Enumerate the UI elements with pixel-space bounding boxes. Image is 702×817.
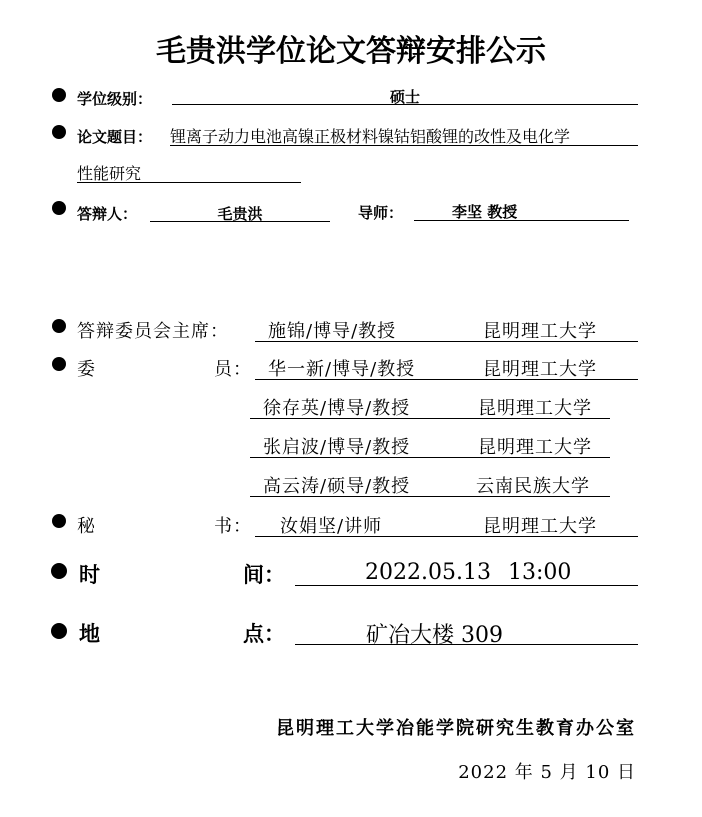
place-underline — [295, 644, 638, 645]
secretary-name: 汝娟坚/讲师 — [280, 516, 383, 537]
respondent-name: 毛贵洪 — [217, 205, 263, 223]
degree-label: 学位级别： — [77, 90, 153, 108]
member-name: 华一新/博导/教授 — [268, 359, 416, 380]
chair-label: 答辩委员会主席： — [77, 321, 229, 342]
member-org: 昆明理工大学 — [478, 398, 592, 419]
member-underline — [250, 418, 610, 419]
chair-underline — [255, 341, 638, 342]
page-title: 毛贵洪学位论文答辩安排公示 — [156, 34, 546, 69]
secretary-underline — [255, 536, 638, 537]
supervisor-name: 李坚 教授 — [452, 203, 518, 221]
footer-date: 2022 年 5 月 10 日 — [458, 762, 636, 783]
time-label-left: 时 — [79, 562, 100, 587]
thesis-title-line1: 锂离子动力电池高镍正极材料镍钴铝酸锂的改性及电化学 — [170, 127, 571, 146]
bullet-icon — [52, 357, 66, 371]
time-date: 2022.05.13 — [365, 560, 491, 585]
member-underline — [255, 379, 638, 380]
member-org: 云南民族大学 — [476, 476, 590, 497]
respondent-label: 答辩人： — [77, 205, 138, 223]
thesis-label: 论文题目： — [77, 128, 153, 146]
supervisor-label: 导师： — [358, 204, 404, 222]
place-label-left: 地 — [79, 621, 100, 646]
thesis-underline-2 — [77, 182, 301, 183]
footer-office: 昆明理工大学冶能学院研究生教育办公室 — [276, 718, 636, 739]
member-org: 昆明理工大学 — [478, 437, 592, 458]
member-name: 徐存英/博导/教授 — [263, 398, 411, 419]
supervisor-underline — [414, 220, 629, 221]
secretary-org: 昆明理工大学 — [483, 516, 597, 537]
bullet-icon — [52, 201, 66, 215]
time-underline — [295, 585, 638, 586]
thesis-title-line2: 性能研究 — [77, 164, 142, 183]
member-name: 高云涛/硕导/教授 — [263, 476, 411, 497]
degree-value: 硕士 — [389, 88, 420, 106]
bullet-icon — [52, 88, 66, 102]
member-org: 昆明理工大学 — [483, 359, 597, 380]
chair-org: 昆明理工大学 — [483, 321, 597, 342]
place-value: 矿冶大楼 309 — [366, 623, 503, 648]
bullet-icon — [51, 563, 67, 579]
bullet-icon — [52, 125, 66, 139]
bullet-icon — [52, 319, 66, 333]
secretary-label-left: 秘 — [77, 516, 96, 537]
bullet-icon — [52, 514, 66, 528]
members-label-left: 委 — [77, 359, 96, 380]
members-label-right: 员： — [214, 359, 252, 380]
member-underline — [250, 457, 610, 458]
time-label-right: 间： — [243, 562, 285, 587]
chair-name: 施锦/博导/教授 — [268, 321, 397, 342]
place-label-right: 点： — [243, 621, 285, 646]
secretary-label-right: 书： — [214, 516, 252, 537]
member-name: 张启波/博导/教授 — [263, 437, 411, 458]
time-clock: 13:00 — [508, 560, 572, 585]
member-underline — [250, 496, 610, 497]
bullet-icon — [51, 623, 67, 639]
thesis-underline-1 — [170, 145, 638, 146]
